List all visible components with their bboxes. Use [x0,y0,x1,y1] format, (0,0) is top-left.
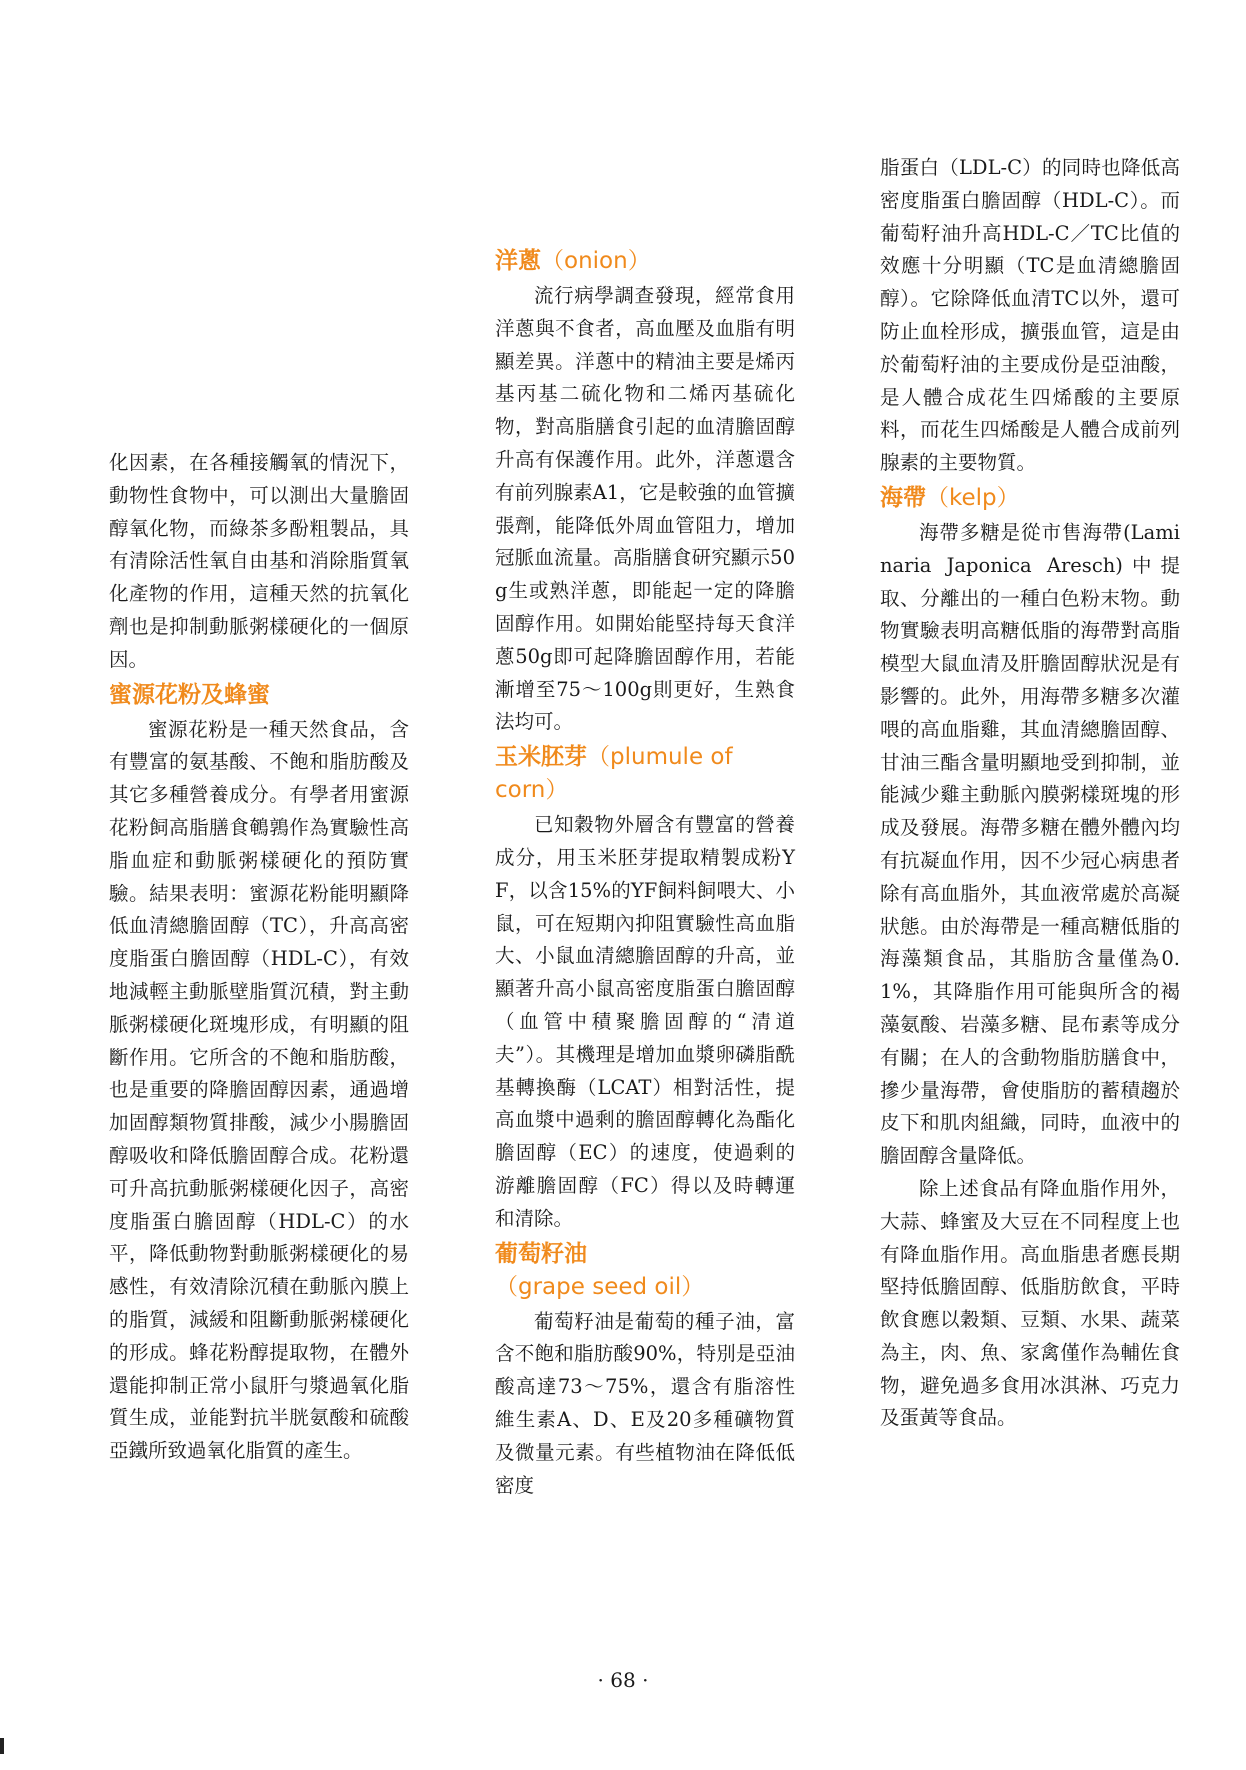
heading-corn [495,741,795,807]
heading-pollen-label: 蜜源花粉及蜂蜜 [109,681,270,708]
column-left [109,447,409,1468]
paragraph-antioxidant-continued: 化因素，在各種接觸氧的情況下，動物性食物中，可以測出大量膽固醇氧化物，而綠茶多酚粗製品，具有清除活性氧自由基和消除脂質氧化產物的作用，這種天然的抗氧化劑也是抑制動脈粥樣硬化的一個原因。 [109,451,409,671]
paragraph-grape-continued: 脂蛋白（LDL-C）的同時也降低高密度脂蛋白膽固醇（HDL-C）。而葡萄籽油升高HDL-C／TC比值的效應十分明顯（TC是血清總膽固醇）。它除降低血清TC以外，還可防止血栓形成，擴張血管，這是由於葡萄籽油的主要成份是亞油酸，是人體合成花生四烯酸的主要原料，而花生四烯酸是人體合成前列腺素的主要物質。 [880,156,1180,475]
heading-corn-en: （plumule of corn） [495,744,733,804]
heading-kelp [880,482,1180,515]
paragraph-pollen: 蜜源花粉是一種天然食品，含有豐富的氨基酸、不飽和脂肪酸及其它多種營養成分。有學者用蜜源花粉飼高脂膳食鵪鶉作為實驗性高脂血症和動脈粥樣硬化的預防實驗。結果表明：蜜源花粉能明顯降低血清總膽固醇（TC），升高高密度脂蛋白膽固醇（HDL-C），有效地減輕主動脈壁脂質沉積，對主動脈粥樣硬化斑塊形成，有明顯的阻斷作用。它所含的不飽和脂肪酸，也是重要的降膽固醇因素，通過增加固醇類物質排酸，減少小腸膽固醇吸收和降低膽固醇合成。花粉還可升高抗動脈粥樣硬化因子，高密度脂蛋白膽固醇（HDL-C）的水平，降低動物對動脈粥樣硬化的易感性，有效清除沉積在動脈內膜上的脂質，減緩和阻斷動脈粥樣硬化的形成。蜂花粉醇提取物，在體外還能抑制正常小鼠肝勻漿過氧化脂質生成，並能對抗半胱氨酸和硫酸亞鐵所致過氧化脂質的產生。 [109,717,409,1463]
heading-onion-zh: 洋蔥 [495,248,541,274]
paragraph-grape-seed-oil: 葡萄籽油是葡萄的種子油，富含不飽和脂肪酸90%，特別是亞油酸高達73～75%，還含有脂溶性維生素A、D、E及20多種礦物質及微量元素。有些植物油在降低低密度 [495,1309,795,1497]
heading-corn-zh: 玉米胚芽 [495,744,587,771]
page-number: · 68 · [597,1668,649,1692]
heading-onion-en: （onion） [541,248,651,274]
heading-kelp-zh: 海帶 [880,484,926,511]
column-middle [495,243,795,1502]
heading-grape-zh: 葡萄籽油 [495,1240,587,1267]
column-right [880,152,1180,1435]
heading-grape-seed-oil [495,1238,795,1304]
heading-pollen-honey [109,679,409,712]
heading-grape-en: （grape seed oil） [495,1273,705,1300]
paragraph-onion: 流行病學調查發現，經常食用洋蔥與不食者，高血壓及血脂有明顯差異。洋蔥中的精油主要是烯丙基丙基二硫化物和二烯丙基硫化物，對高脂膳食引起的血清膽固醇升高有保護作用。此外，洋蔥還含有前列腺素A1，它是較強的血管擴張劑，能降低外周血管阻力，增加冠脈血流量。高脂膳食研究顯示50g生或熟洋蔥，即能起一定的降膽固醇作用。如開始能堅持每天食洋蔥50g即可起降膽固醇作用，若能漸增至75～100g則更好，生熟食法均可。 [495,284,795,734]
paragraph-summary: 除上述食品有降血脂作用外，大蒜、蜂蜜及大豆在不同程度上也有降血脂作用。高血脂患者應長期堅持低膽固醇、低脂肪飲食，平時飲食應以穀類、豆類、水果、蔬菜為主，肉、魚、家禽僅作為輔佐食物，避免過多食用冰淇淋、巧克力及蛋黃等食品。 [880,1176,1180,1430]
scan-edge-mark [0,1738,4,1754]
heading-kelp-en: （kelp） [926,484,1020,511]
heading-onion [495,245,795,278]
paragraph-kelp: 海帶多糖是從市售海帶(Laminaria Japonica Aresch)中提取、分離出的一種白色粉末物。動物實驗表明高糖低脂的海帶對高脂模型大鼠血清及肝膽固醇狀況是有影響的。此外，用海帶多糖多次灌喂的高血脂雞，其血清總膽固醇、甘油三酯含量明顯地受到抑制，並能減少雞主動脈內膜粥樣斑塊的形成及發展。海帶多糖在體外體內均有抗凝血作用，因不少冠心病患者除有高血脂外，其血液常處於高凝狀態。由於海帶是一種高糖低脂的海藻類食品，其脂肪含量僅為0.1%，其降脂作用可能與所含的褐藻氨酸、岩藻多糖、昆布素等成分有關；在人的含動物脂肪膳食中，摻少量海帶，會使脂肪的蓄積趨於皮下和肌肉組織，同時，血液中的膽固醇含量降低。 [880,520,1180,1168]
paragraph-corn: 已知穀物外層含有豐富的營養成分，用玉米胚芽提取精製成粉YF，以含15%的YF飼料飼喂大、小鼠，可在短期內抑阻實驗性高血脂大、小鼠血清總膽固醇的升高，並顯著升高小鼠高密度脂蛋白膽固醇（血管中積聚膽固醇的“清道夫”）。其機理是增加血漿卵磷脂酰基轉換酶（LCAT）相對活性，提高血漿中過剩的膽固醇轉化為酯化膽固醇（EC）的速度，使過剩的游離膽固醇（FC）得以及時轉運和清除。 [495,813,795,1230]
